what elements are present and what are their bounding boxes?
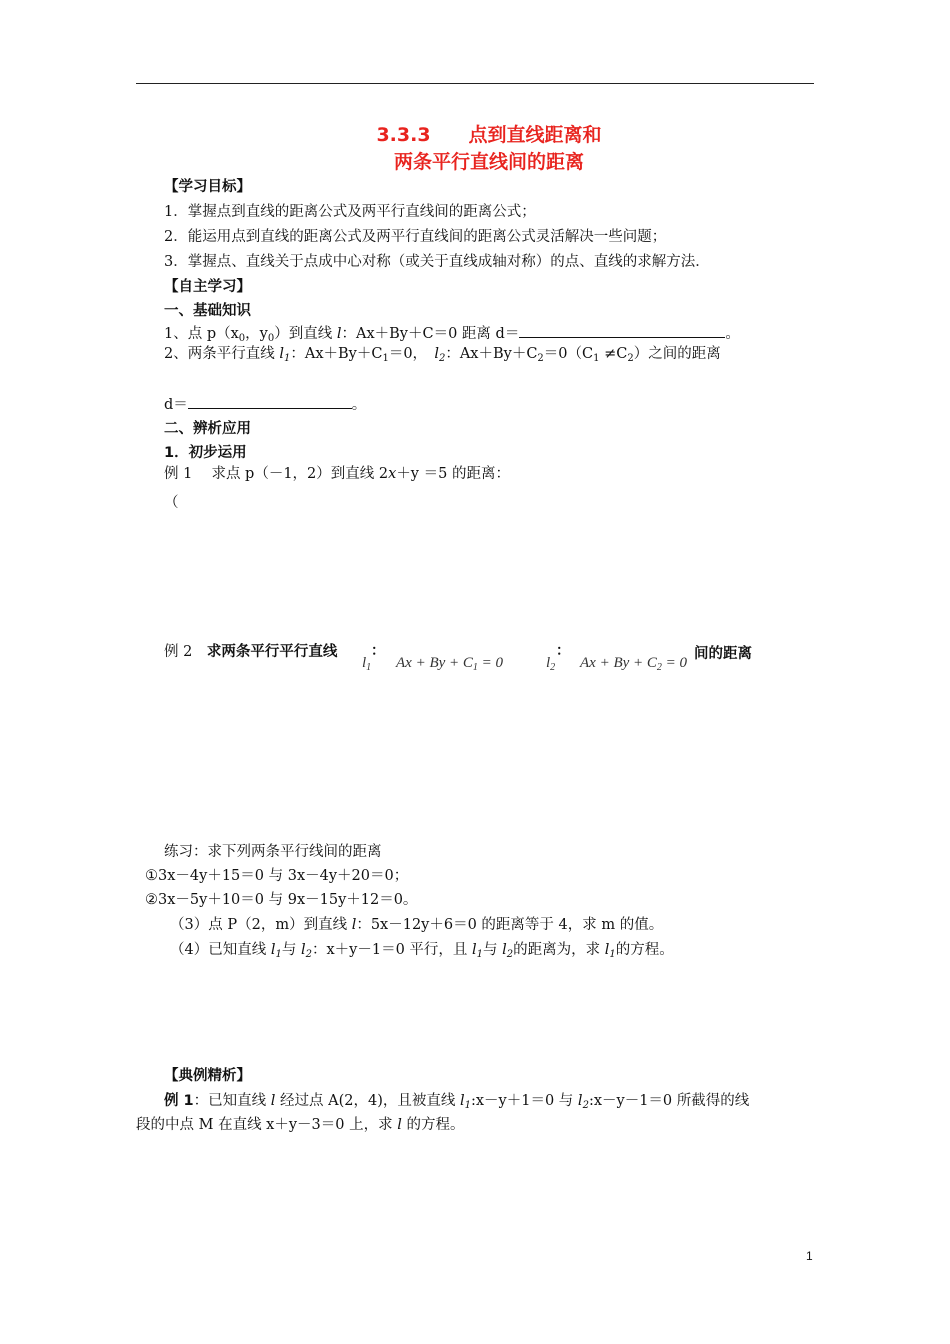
practice-item-1: ①3x－4y＋15＝0 与 3x－4y＋20＝0； [145, 868, 409, 884]
title-line-1: 3.3.3 点到直线距离和 [376, 124, 602, 146]
basics-question-2-answer: d＝ 。 [164, 394, 366, 415]
typical-example-line-2: 段的中点 M 在直线 x＋y－3＝0 上，求 l 的方程。 [136, 1117, 465, 1133]
practice-item-3: （3）点 P（2，m）到直线 l：5x－12y＋6＝0 的距离等于 4，求 m 的值。 [170, 917, 664, 933]
practice-heading: 练习：求下列两条平行线间的距离 [164, 844, 382, 860]
goals-heading: 【学习目标】 [164, 179, 251, 195]
answer-blank-2[interactable] [188, 394, 352, 409]
analysis-heading: 二、辨析应用 [164, 421, 251, 437]
analysis-sub-heading: 1．初步运用 [164, 445, 247, 461]
example-2-end: 间的距离 [694, 646, 752, 662]
example-2-line-2-label: $l_2$ [546, 655, 556, 673]
goal-item-1: 1．掌握点到直线的距离公式及两平行直线间的距离公式； [164, 204, 536, 220]
examples-heading: 【典例精析】 [164, 1068, 251, 1084]
example-2-equation-1: $Ax + By + C_1 = 0$ [396, 655, 504, 673]
example-2-colon-2: ： [556, 643, 570, 659]
example-2-colon-1: ： [371, 643, 385, 659]
answer-blank-1[interactable] [519, 323, 725, 338]
self-study-heading: 【自主学习】 [164, 279, 251, 295]
example-2-line-1-label: $l_1$ [362, 655, 372, 673]
page-number: 1 [806, 1249, 813, 1263]
header-rule [136, 83, 814, 84]
typical-example-line-1: 例 1：已知直线 l 经过点 A(2，4)，且被直线 $l_1:x-y+1=0$ 与 $l_2:x-y-1=0$ 所截得的线 [164, 1093, 750, 1111]
example-1: 例 1 求点 p（－1，2）到直线 2x＋y ＝5 的距离： [164, 466, 510, 482]
goal-item-3: 3．掌握点、直线关于点成中心对称（或关于直线成轴对称）的点、直线的求解方法． [164, 254, 710, 270]
practice-item-2: ②3x－5y＋10＝0 与 9x－15y＋12＝0。 [145, 892, 418, 908]
title-line-2: 两条平行直线间的距离 [393, 151, 584, 173]
goal-item-2: 2．能运用点到直线的距离公式及两平行直线间的距离公式灵活解决一些问题； [164, 229, 667, 245]
basics-heading: 一、基础知识 [164, 303, 251, 319]
basics-question-1: 1、点 $p(x_0$，$y_0$）到直线 l：Ax＋By＋C＝0 距离 d＝ 。 [164, 323, 740, 349]
example-2-equation-2: $Ax + By + C_2 = 0$ [580, 655, 688, 673]
basics-question-2: 2、两条平行直线 $l_1$：$Ax+By+C_1=0$， $l_2$：$Ax+By+C_2=0(C_1 \ne C_2)$之间的距离 [164, 346, 721, 364]
practice-item-4: （4）已知直线 $l_1$与 $l_2$：x＋y－1＝0 平行，且 $l_1$与 $l_2$的距离为，求 $l_1$的方程。 [170, 942, 674, 960]
example-1-paren: （ [164, 495, 179, 511]
example-2: 例 2 求两条平行平行直线 [164, 644, 338, 660]
